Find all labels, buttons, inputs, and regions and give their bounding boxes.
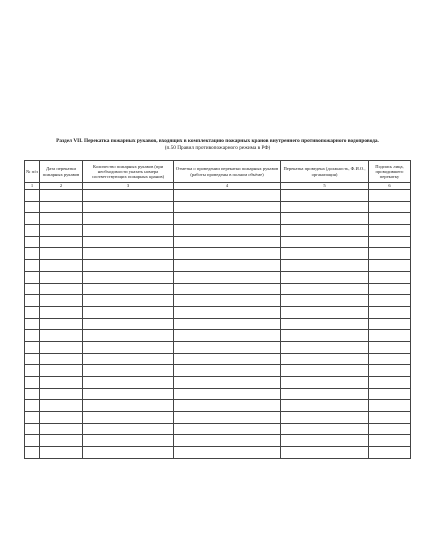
table-cell — [40, 341, 83, 353]
table-cell — [369, 377, 411, 389]
table-cell — [369, 236, 411, 248]
table-cell — [281, 353, 369, 365]
table-cell — [25, 447, 40, 459]
table-cell — [369, 341, 411, 353]
table-cell — [40, 435, 83, 447]
table-cell — [174, 201, 281, 213]
table-cell — [83, 365, 174, 377]
table-row — [25, 447, 411, 459]
table-cell — [369, 423, 411, 435]
table-cell — [281, 435, 369, 447]
table-row — [25, 283, 411, 295]
table-cell — [174, 400, 281, 412]
table-cell — [83, 330, 174, 342]
table-cell — [281, 306, 369, 318]
header-performed-by: Перекатка проведена (должность, Ф.И.О., организация) — [281, 161, 369, 183]
table-cell — [83, 435, 174, 447]
table-cell — [369, 435, 411, 447]
section-title: Раздел VII. Перекатка пожарных рукавов, входящих в комплектацию пожарных кранов внутреннего противопожарного водопровода. — [56, 138, 379, 144]
table-cell — [369, 318, 411, 330]
table-cell — [25, 283, 40, 295]
table-cell — [174, 447, 281, 459]
table-cell — [40, 318, 83, 330]
table-cell — [369, 213, 411, 225]
table-row — [25, 388, 411, 400]
table-cell — [174, 295, 281, 307]
table-cell — [83, 260, 174, 272]
table-header-row — [25, 161, 411, 183]
table-cell — [281, 365, 369, 377]
table-row — [25, 330, 411, 342]
header-quantity: Количество пожарных рукавов (при необходимости указать номера соответствующих пожарных кранов) — [83, 161, 174, 183]
hose-rerolling-table — [24, 160, 411, 459]
column-number: 1 — [25, 183, 40, 190]
table-cell — [369, 306, 411, 318]
table-cell — [40, 423, 83, 435]
table-cell — [281, 330, 369, 342]
table-cell — [174, 248, 281, 260]
table-cell — [83, 295, 174, 307]
table-cell — [369, 260, 411, 272]
header-mark: Отметка о проведении перекатки пожарных рукавов (работы проведены в полном объёме) — [174, 161, 281, 183]
table-cell — [83, 190, 174, 202]
table-cell — [174, 365, 281, 377]
table-cell — [281, 213, 369, 225]
table-cell — [174, 388, 281, 400]
table-cell — [25, 400, 40, 412]
table-cell — [174, 423, 281, 435]
table-cell — [40, 353, 83, 365]
table-cell — [25, 225, 40, 237]
table-cell — [174, 190, 281, 202]
table-cell — [40, 248, 83, 260]
table-cell — [25, 435, 40, 447]
table-cell — [83, 388, 174, 400]
table-cell — [369, 295, 411, 307]
table-row — [25, 201, 411, 213]
table-row — [25, 213, 411, 225]
table-cell — [174, 353, 281, 365]
table-cell — [281, 388, 369, 400]
table-cell — [369, 412, 411, 424]
table-body — [25, 190, 411, 459]
table-cell — [83, 353, 174, 365]
table-cell — [174, 341, 281, 353]
table-cell — [40, 225, 83, 237]
table-cell — [281, 260, 369, 272]
table-cell — [174, 271, 281, 283]
table-cell — [83, 412, 174, 424]
table-cell — [174, 435, 281, 447]
header-signature: Подпись лица, проводившего перекатку — [369, 161, 411, 183]
table-cell — [25, 295, 40, 307]
table-cell — [174, 318, 281, 330]
table-cell — [40, 306, 83, 318]
table-cell — [281, 341, 369, 353]
table-cell — [281, 190, 369, 202]
table-row — [25, 353, 411, 365]
column-number: 3 — [83, 183, 174, 190]
table-row — [25, 306, 411, 318]
section-subtitle: (п.50 Правил противопожарного режима в РФ) — [164, 145, 271, 151]
table-row — [25, 377, 411, 389]
table-cell — [281, 248, 369, 260]
table-cell — [25, 213, 40, 225]
table-cell — [40, 213, 83, 225]
table-cell — [25, 190, 40, 202]
table-cell — [25, 341, 40, 353]
table-cell — [83, 377, 174, 389]
table-cell — [40, 283, 83, 295]
table-cell — [174, 330, 281, 342]
table-cell — [83, 318, 174, 330]
table-cell — [369, 365, 411, 377]
column-number-row — [25, 183, 411, 190]
table-cell — [174, 283, 281, 295]
table-cell — [40, 412, 83, 424]
table-cell — [281, 447, 369, 459]
table-cell — [281, 225, 369, 237]
table-cell — [25, 377, 40, 389]
table-cell — [174, 306, 281, 318]
table-row — [25, 236, 411, 248]
table-cell — [40, 295, 83, 307]
table-cell — [25, 248, 40, 260]
table-row — [25, 295, 411, 307]
table-cell — [174, 377, 281, 389]
table-cell — [83, 400, 174, 412]
table-cell — [174, 225, 281, 237]
table-row — [25, 412, 411, 424]
column-number: 5 — [281, 183, 369, 190]
table-cell — [369, 400, 411, 412]
table-cell — [40, 271, 83, 283]
table-cell — [83, 213, 174, 225]
table-cell — [25, 236, 40, 248]
table-cell — [25, 365, 40, 377]
table-cell — [25, 423, 40, 435]
table-cell — [25, 271, 40, 283]
table-row — [25, 248, 411, 260]
table-cell — [40, 260, 83, 272]
table-row — [25, 423, 411, 435]
table-cell — [281, 318, 369, 330]
table-cell — [40, 236, 83, 248]
table-cell — [25, 388, 40, 400]
table-cell — [369, 201, 411, 213]
table-cell — [174, 412, 281, 424]
table-cell — [174, 213, 281, 225]
table-cell — [281, 400, 369, 412]
table-cell — [369, 353, 411, 365]
table-cell — [281, 271, 369, 283]
table-cell — [369, 248, 411, 260]
table-row — [25, 435, 411, 447]
table-cell — [83, 306, 174, 318]
column-number: 4 — [174, 183, 281, 190]
table-cell — [40, 447, 83, 459]
table-cell — [281, 283, 369, 295]
table-row — [25, 400, 411, 412]
table-cell — [83, 225, 174, 237]
table-cell — [369, 447, 411, 459]
table-cell — [83, 341, 174, 353]
column-number: 2 — [40, 183, 83, 190]
table-cell — [40, 365, 83, 377]
table-cell — [40, 388, 83, 400]
table-row — [25, 225, 411, 237]
table-cell — [369, 388, 411, 400]
table-cell — [174, 260, 281, 272]
table-cell — [40, 377, 83, 389]
table-cell — [83, 236, 174, 248]
table-cell — [174, 236, 281, 248]
table-row — [25, 341, 411, 353]
table-cell — [25, 201, 40, 213]
header-number: № п/п — [25, 161, 40, 183]
table-cell — [83, 248, 174, 260]
table-cell — [40, 190, 83, 202]
table-cell — [369, 330, 411, 342]
table-row — [25, 365, 411, 377]
table-row — [25, 271, 411, 283]
table-cell — [25, 260, 40, 272]
table-cell — [40, 330, 83, 342]
table-cell — [83, 283, 174, 295]
table-cell — [25, 353, 40, 365]
table-cell — [281, 377, 369, 389]
table-cell — [40, 201, 83, 213]
table-cell — [369, 283, 411, 295]
table-row — [25, 318, 411, 330]
table-cell — [25, 318, 40, 330]
table-cell — [281, 201, 369, 213]
header-date: Дата перекатки пожарных рукавов — [40, 161, 83, 183]
table-cell — [369, 271, 411, 283]
table-cell — [25, 412, 40, 424]
table-row — [25, 190, 411, 202]
table-cell — [369, 225, 411, 237]
table-cell — [83, 271, 174, 283]
table-cell — [83, 447, 174, 459]
table-cell — [83, 201, 174, 213]
table-cell — [25, 330, 40, 342]
table-cell — [40, 400, 83, 412]
column-number: 6 — [369, 183, 411, 190]
table-cell — [281, 295, 369, 307]
table-cell — [369, 190, 411, 202]
table-row — [25, 260, 411, 272]
table-cell — [281, 423, 369, 435]
table-cell — [281, 412, 369, 424]
table-cell — [25, 306, 40, 318]
table-cell — [83, 423, 174, 435]
table-cell — [281, 236, 369, 248]
